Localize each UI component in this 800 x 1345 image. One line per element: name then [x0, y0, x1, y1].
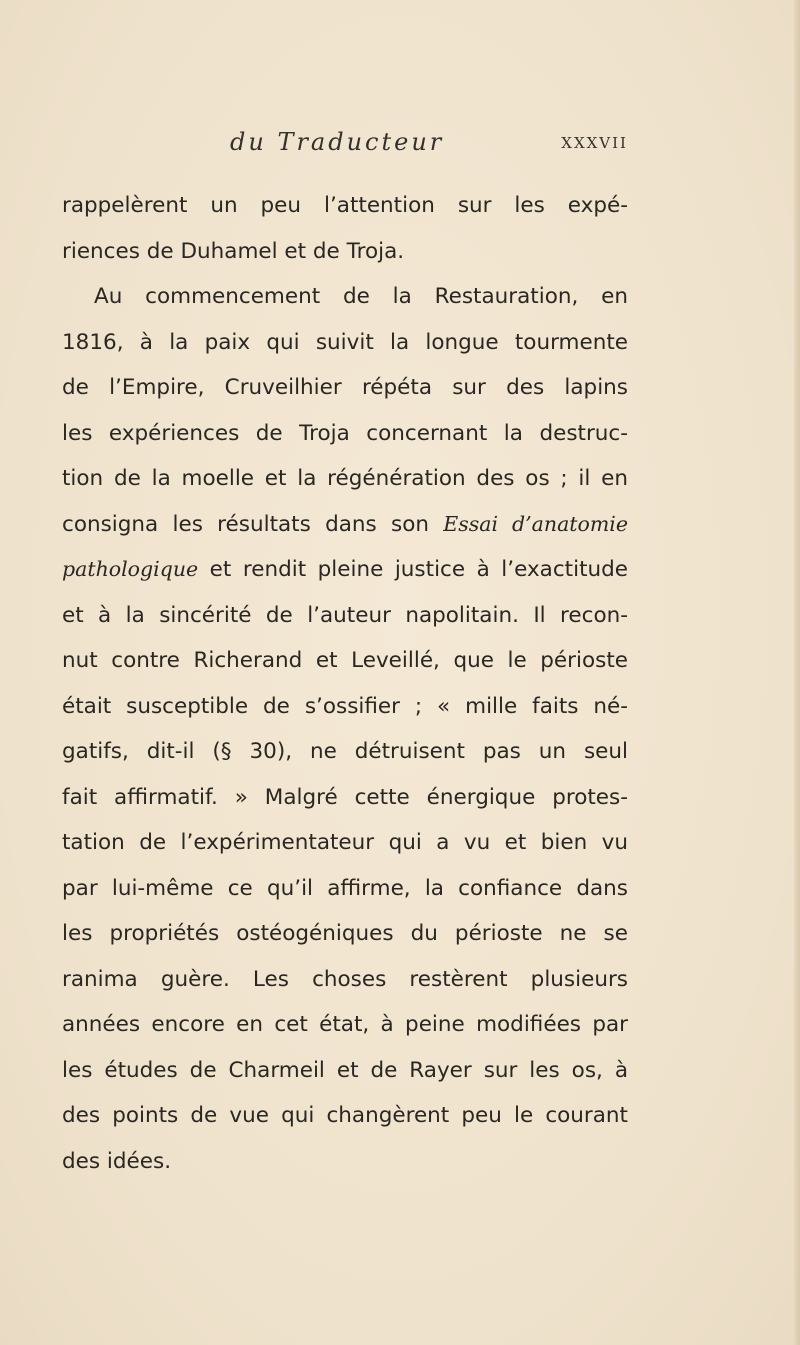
- text-line: les propriétés ostéogéniques du périoste ne se: [62, 921, 628, 946]
- text-line: des idées.: [62, 1148, 172, 1174]
- text-line: et à la sincérité de l’auteur napolitain. Il recon-: [62, 602, 628, 628]
- page-edge: [794, 0, 800, 1345]
- text-line: était susceptible de s’ossifier ; « mille faits né-: [62, 693, 628, 719]
- text-line: consigna les résultats dans son Essai d’anatomie: [62, 511, 628, 537]
- text-line: des points de vue qui changèrent peu le courant: [62, 1103, 628, 1128]
- page-header: [62, 128, 628, 164]
- text-line: gatifs, dit-il (§ 30), ne détruisent pas un seul: [62, 739, 628, 764]
- text-line: rappelèrent un peu l’attention sur les expé-: [62, 193, 628, 218]
- text-line: par lui-même ce qu’il affirme, la confiance dans: [62, 875, 628, 901]
- text-line: nut contre Richerand et Leveillé, que le périoste: [62, 648, 628, 673]
- page-number: XXXVII: [561, 134, 628, 152]
- text-line: pathologique et rendit pleine justice à l’exactitude: [62, 557, 628, 582]
- text-line: tion de la moelle et la régénération des os ; il en: [62, 466, 628, 491]
- text-line: les expériences de Troja concernant la destruc-: [62, 420, 628, 446]
- book-title-italic: pathologique: [62, 557, 199, 581]
- text-line: années encore en cet état, à peine modifiées par: [62, 1012, 628, 1037]
- body-text: [62, 183, 628, 1184]
- text-line: riences de Duhamel et de Troja.: [62, 238, 405, 264]
- text-line: Au commencement de la Restauration, en: [94, 284, 628, 309]
- text-line: 1816, à la paix qui suivit la longue tourmente: [62, 329, 628, 355]
- book-title-italic: Essai d’anatomie: [443, 511, 628, 536]
- text-line: les études de Charmeil et de Rayer sur les os, à: [62, 1057, 628, 1083]
- text-line: de l’Empire, Cruveilhier répéta sur des lapins: [62, 375, 628, 400]
- text-line: fait affirmatif. » Malgré cette énergique protes-: [62, 784, 628, 810]
- running-title: du Traducteur: [230, 128, 445, 156]
- text-line: ranima guère. Les choses restèrent plusieurs: [62, 966, 628, 992]
- text-line: tation de l’expérimentateur qui a vu et bien vu: [62, 830, 628, 855]
